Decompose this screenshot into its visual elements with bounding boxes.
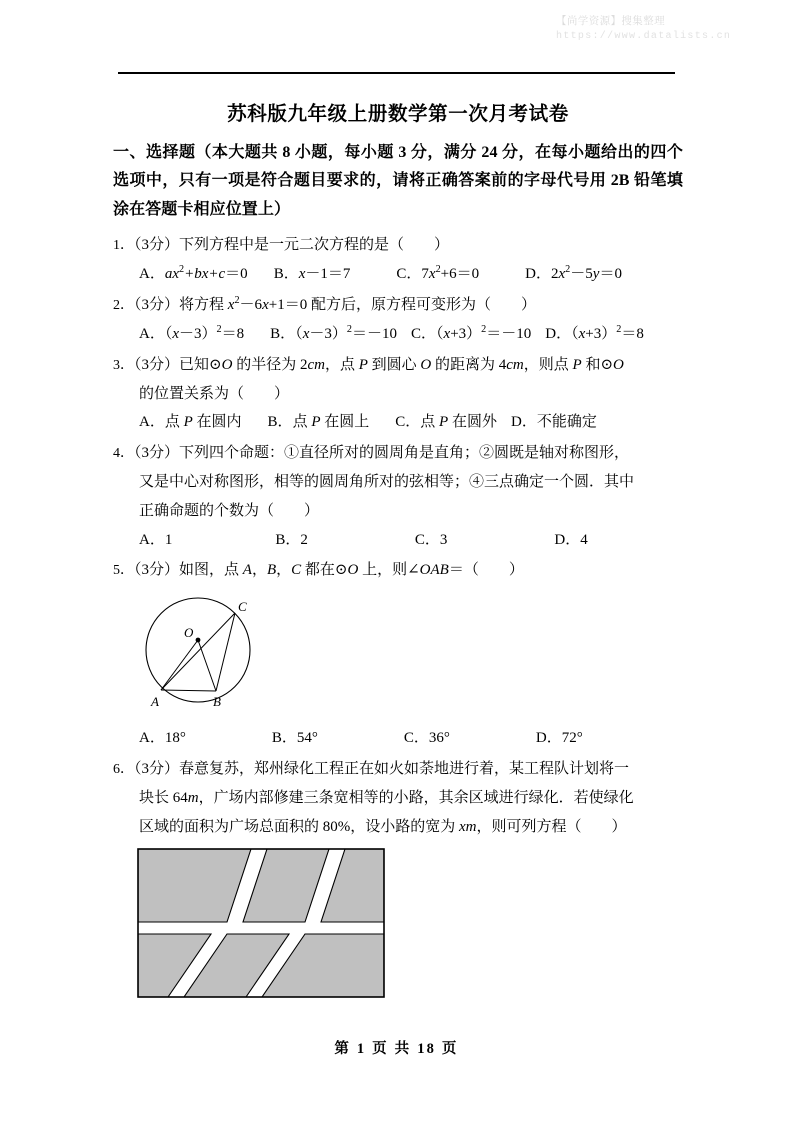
green-block-upper-right <box>321 849 384 922</box>
question-5-option-c <box>404 724 450 753</box>
question-6-stem-line2: 块长 64m，广场内部修建三条宽相等的小路，其余区域进行绿化．若使绿化 <box>139 790 634 807</box>
question-4-options <box>113 526 683 555</box>
question-4-option-b <box>275 526 308 555</box>
label-A: A <box>151 694 159 710</box>
question-2-option-b: B．$(x-3)^2=-10$ <box>270 323 397 342</box>
label-C: C <box>238 599 247 615</box>
option-label: C． <box>414 531 440 548</box>
green-block-upper-left <box>138 849 251 922</box>
circle-inscribed-triangle-diagram <box>143 589 283 717</box>
watermark-source-label: 【尚学资源】搜集整理 <box>556 15 665 27</box>
question-6-marks: （3分） <box>134 761 180 778</box>
question-5-number: 5 <box>113 563 120 579</box>
question-4-stem-line2 <box>113 468 683 497</box>
option-text: 72° <box>561 730 583 747</box>
option-label: D． <box>525 266 551 283</box>
question-6-number: 6 <box>113 762 120 778</box>
question-4 <box>113 439 683 554</box>
question-5-option-b <box>272 724 318 753</box>
option-label: C． <box>396 266 422 283</box>
option-label: A． <box>139 414 165 431</box>
option-text: 1 <box>164 531 173 548</box>
question-4-stem-line1: 4．（3分）下列四个命题：①直径所对的圆周角是直角；②圆既是轴对称图形， <box>113 445 630 462</box>
question-3-option-d: D．不能确定 <box>510 414 597 431</box>
question-1-stem: 1．（3分）下列方程中是一元二次方程的是（ ） <box>113 237 450 254</box>
question-1 <box>113 231 683 289</box>
option-label: C． <box>410 325 436 342</box>
option-label: B． <box>275 531 301 548</box>
question-1-marks: （3分） <box>134 237 180 254</box>
page-title: 苏科版九年级上册数学第一次月考试卷 <box>227 104 569 125</box>
option-text: 2 <box>300 531 308 548</box>
question-4-stem-text-3: 正确命题的个数为（ <box>139 502 275 519</box>
question-4-marks: （3分） <box>134 445 180 462</box>
label-B: B <box>213 694 221 710</box>
option-label: A． <box>139 266 165 283</box>
plaza-with-paths-diagram <box>137 848 389 1000</box>
question-1-option-c: C．$7x^2+6=0$ <box>396 264 480 283</box>
segment-AC <box>161 613 235 690</box>
question-6 <box>113 755 683 1004</box>
question-4-option-d <box>554 526 587 555</box>
question-6-stem-text-1: 春意复苏，郑州绿化工程正在如火如荼地进行着，某工程队计划将一 <box>179 761 630 778</box>
segment-OA <box>161 640 198 690</box>
question-1-stem-text: 下列方程中是一元二次方程的是（ <box>179 237 405 254</box>
question-1-options <box>113 260 683 289</box>
question-2-option-a: A．$(x-3)^2=8$ <box>139 323 245 342</box>
option-label: D． <box>554 531 581 548</box>
option-label: C． <box>403 730 429 747</box>
question-2-option-c: C．$(x+3)^2=-10$ <box>410 323 532 342</box>
option-text: 54° <box>296 730 318 747</box>
option-label: B． <box>273 266 299 283</box>
watermark-url: https://www.datalists.cn <box>556 31 732 43</box>
question-1-option-d: D．$2x^2-5y=0$ <box>525 264 622 283</box>
question-6-stem-line3: 区域的面积为广场总面积的 80%，设小路的宽为 xm，则可列方程（ ） <box>139 818 627 835</box>
option-label: D． <box>545 325 572 342</box>
question-3-option-b: B．点 P 在圆上 <box>267 414 370 431</box>
question-1-stem-close: ） <box>434 237 450 254</box>
question-4-stem-text-2: 又是中心对称图形，相等的圆周角所对的弦相等；④三点确定一个圆．其中 <box>139 474 635 491</box>
question-2-option-d: D．$(x+3)^2=8$ <box>545 323 644 342</box>
question-2-number: 2 <box>113 298 120 314</box>
option-label: A． <box>139 730 165 747</box>
question-1-number: 1 <box>113 238 120 254</box>
question-3-option-c: C．点 P 在圆外 <box>395 414 497 431</box>
option-label: C． <box>395 414 421 431</box>
question-3-marks: （3分） <box>134 356 180 373</box>
question-3-option-a: A．点 P 在圆内 <box>139 414 242 431</box>
page-footer: 第 1 页 共 18 页 <box>334 1041 459 1057</box>
question-3-stem-line2: 的位置关系为（ ） <box>139 385 290 402</box>
option-text: 3 <box>439 531 448 548</box>
section-heading-multiple-choice: 一、选择题（本大题共 8 小题，每小题 3 分，满分 24 分，在每小题给出的四个选项中，只有一项是符合题目要求的，请将正确答案前的字母代号用 2B 铅笔填涂在答题卡相应位置上） <box>113 144 683 218</box>
label-O: O <box>184 625 194 641</box>
segment-OB <box>198 640 216 691</box>
header-rule <box>118 72 675 74</box>
question-5-option-a <box>139 724 186 753</box>
question-4-option-a <box>139 526 172 555</box>
option-text: 36° <box>428 730 450 747</box>
question-5-marks: （3分） <box>134 562 180 579</box>
question-5-options <box>113 724 683 753</box>
green-block-upper-middle <box>243 849 329 922</box>
question-4-stem-text-1: 下列四个命题：①直径所对的圆周角是直角；②圆既是轴对称图形， <box>179 445 630 462</box>
option-text: 18° <box>164 730 186 747</box>
question-4-option-c <box>415 526 448 555</box>
watermark <box>556 14 766 44</box>
question-6-stem-line1: 6．（3分）春意复苏，郑州绿化工程正在如火如荼地进行着，某工程队计划将一 <box>113 761 630 778</box>
segment-BC <box>216 613 235 691</box>
question-5-stem: 5．（3分）如图，点 A，B，C 都在⊙O 上，则∠OAB＝（ ） <box>113 562 524 579</box>
question-6-figure <box>113 848 683 1005</box>
question-5-figure <box>113 589 683 722</box>
question-4-number: 4 <box>113 446 120 462</box>
question-5-option-d <box>536 724 583 753</box>
question-2 <box>113 291 683 349</box>
option-label: D． <box>510 414 537 431</box>
question-3 <box>113 351 683 437</box>
segment-AB <box>161 690 216 691</box>
question-1-option-a: A．$ax^2+bx+c=0$ <box>139 264 248 283</box>
question-4-stem-line3: 正确命题的个数为（ ） <box>139 502 320 519</box>
question-3-options <box>113 408 683 437</box>
option-label: A． <box>139 325 165 342</box>
question-5 <box>113 556 683 753</box>
option-label: D． <box>535 730 562 747</box>
document-body <box>113 92 683 1007</box>
question-3-stem-line1: 3．（3分）已知⊙O 的半径为 2cm，点 P 到圆心 O 的距离为 4cm，则点 P 和⊙O <box>113 356 624 373</box>
question-2-marks: （3分） <box>134 297 180 314</box>
question-2-options <box>113 320 683 349</box>
question-2-stem: 2．（3分）将方程 $x^2-6x+1=0$ 配方后，原方程可变形为（ ） <box>113 295 536 314</box>
option-label: A． <box>139 531 165 548</box>
option-text: 4 <box>580 531 588 548</box>
question-1-option-b: B．x－1＝7 <box>273 266 351 283</box>
option-label: B． <box>270 325 296 342</box>
question-3-number: 3 <box>113 357 120 373</box>
option-label: B． <box>271 730 297 747</box>
option-label: B． <box>267 414 293 431</box>
